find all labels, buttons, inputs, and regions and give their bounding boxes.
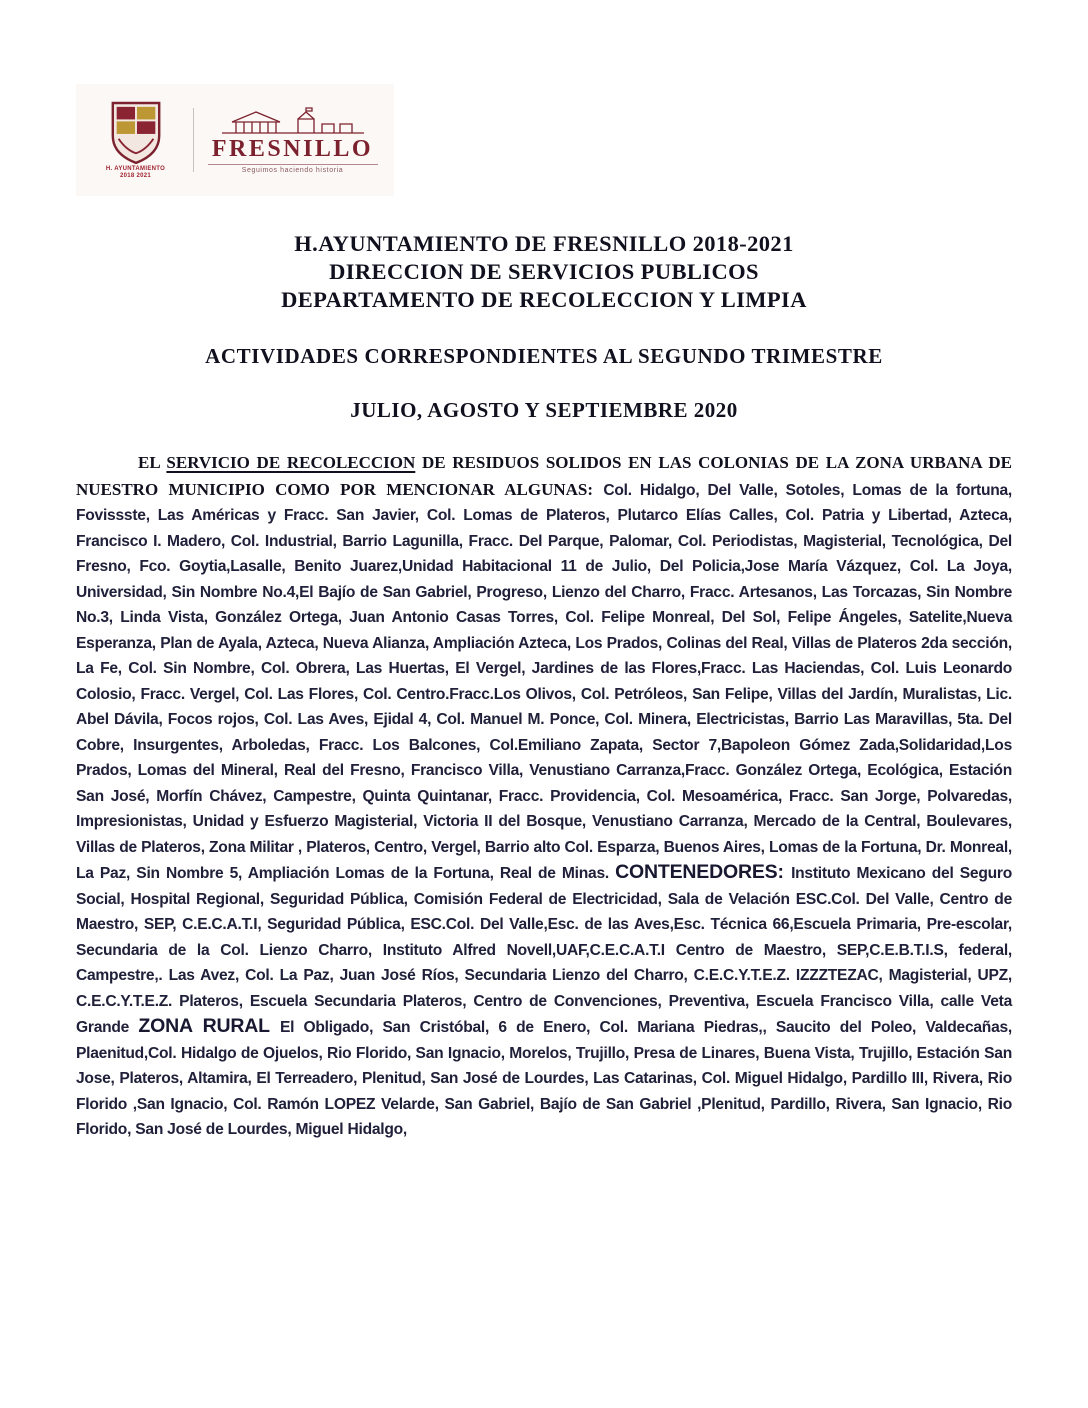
zona-rural-label: ZONA RURAL <box>138 1015 280 1037</box>
crest-caption-line1: H. AYUNTAMIENTO <box>105 166 166 172</box>
document-title-block <box>76 230 1012 314</box>
contenedores-label: CONTENEDORES: <box>615 861 792 883</box>
crest-caption-line2: 2018 2021 <box>119 173 152 179</box>
document-subtitle: ACTIVIDADES CORRESPONDIENTES AL SEGUNDO TRIMESTRE <box>205 344 883 368</box>
municipal-crest-logo <box>93 100 179 180</box>
contenedores-list: Instituto Mexicano del Seguro Social, Hospital Regional, Seguridad Pública, Comisión Federal de Electricidad, Sala de Velación ESC.Col. Del Valle, Centro de Maestro, SEP, C.E.C.A.T.I, Seguridad Pública, ESC.Col. Del Valle,Esc. de las Aves,Esc. Técnica 66,Escuela Primaria, Pre-escolar, Secundaria de la Col. Lienzo Charro, Instituto Alfred Novell,UAF,C.E.C.A.T.I Centro de Maestro, SEP,C.E.B.T.I.S, federal, Campestre,. Las Avez, Col. La Paz, Juan José Ríos, Secundaria Lienzo del Charro, C.E.C.Y.T.E.Z. IZZZTEZAC, Magisterial, UPZ, C.E.C.Y.T.E.Z. Plateros, Escuela Secundaria Plateros, Centro de Convenciones, Preventiva, Escuela Francisco Villa, calle Veta Grande <box>76 865 1012 1036</box>
logo-divider <box>193 108 194 172</box>
wordmark-tagline: Seguimos haciendo historia <box>208 164 378 174</box>
building-icon <box>218 107 368 135</box>
body-paragraph <box>76 450 1012 1143</box>
service-label-underlined: SERVICIO DE RECOLECCION <box>166 453 416 472</box>
crest-caption <box>106 166 165 180</box>
fresnillo-wordmark-logo <box>208 107 378 174</box>
zona-rural-list: El Obligado, San Cristóbal, 6 de Enero, Col. Mariana Piedras,, Saucito del Poleo, Valdecañas, Plaenitud,Col. Hidalgo de Ojuelos, Rio Florido, San Ignacio, Morelos, Trujillo, Presa de Linares, Buena Vista, Trujillo, Estación San Jose, Plateros, Altamira, El Terreadero, Plenitud, San José de Lourdes, Las Catarinas, Col. Miguel Hidalgo, Pardillo III, Rivera, Rio Florido ,San Ignacio, Col. Ramón LOPEZ Velarde, San Gabriel, Bajío de San Gabriel ,Plenitud, Pardillo, Rivera, San Ignacio, Rio Florido, San José de Lourdes, Miguel Hidalgo, <box>76 1019 1012 1138</box>
header-logo <box>76 84 394 196</box>
body-intro-rest: DE RESIDUOS SOLIDOS EN LAS COLONIAS DE LA ZONA URBANA DE NUESTRO MUNICIPIO COMO POR MENCIONAR ALGUNAS: <box>76 453 1012 499</box>
urban-colonias-list: Col. Hidalgo, Del Valle, Sotoles, Lomas de la fortuna, Fovissste, Las Américas y Fracc. San Javier, Col. Lomas de Plateros, Plutarco Elías Calles, Col. Patria y Libertad, Azteca, Francisco I. Madero, Col. Industrial, Barrio Lagunilla, Fracc. Del Parque, Palomar, Col. Periodistas, Magisterial, Tecnológica, Del Fresno, Fco. Goytia,Lasalle, Benito Juarez,Unidad Habitacional 11 de Julio, Del Policia,Jose María Vázquez, Col. La Joya, Universidad, Sin Nombre No.4,El Bajío de San Gabriel, Progreso, Lienzo del Charro, Fracc. Artesanos, Las Torcazas, Sin Nombre No.3, Linda Vista, González Ortega, Juan Antonio Casas Torres, Col. Felipe Monreal, Del Sol, Felipe Ángeles, Satelite,Nueva Esperanza, Plan de Ayala, Azteca, Nueva Alianza, Ampliación Azteca, Los Prados, Colinas del Real, Villas de Plateros 2da sección, La Fe, Col. Sin Nombre, Col. Obrera, Las Huertas, El Vergel, Jardines de las Flores,Fracc. Las Haciendas, Col. Luis Leonardo Colosio, Fracc. Vergel, Col. Las Flores, Col. Centro.Fracc.Los Olivos, Col. Petróleos, San Felipe, Villas del Jardín, Muralistas, Lic. Abel Dávila, Focos rojos, Col. Las Aves, Ejidal 4, Col. Manuel M. Ponce, Col. Minera, Electricistas, Barrio Las Maravillas, 5ta. Del Cobre, Insurgentes, Arboledas, Fracc. Los Balcones, Col.Emiliano Zapata, Sector 7,Bapoleon Gómez Zada,Solidaridad,Los Prados, Lomas del Mineral, Real del Fresno, Francisco Villa, Venustiano Carranza,Fracc. González Ortega, Ecológica, Estación San José, Morfín Chávez, Campestre, Quinta Quintanar, Fracc. Providencia, Col. Mesoamérica, Fracc. San Jorge, Polvaredas, Impresionistas, Unidad y Esfuerzo Magisterial, Victoria II del Bosque, Venustiano Carranza, Mercado de la Central, Boulevares, Villas de Plateros, Zona Militar , Plateros, Centro, Vergel, Barrio alto Col. Esparza, Buenos Aires, Lomas de la Fortuna, Dr. Monreal, La Paz, Sin Nombre 5, Ampliación Lomas de la Fortuna, Real de Minas. <box>76 481 1013 882</box>
wordmark-text: FRESNILLO <box>211 135 374 162</box>
body-lead-in: EL <box>138 453 167 472</box>
document-title-line-2: DIRECCION DE SERVICIOS PUBLICOS <box>329 259 759 284</box>
crest-shield-icon <box>107 100 165 164</box>
document-period: JULIO, AGOSTO Y SEPTIEMBRE 2020 <box>350 398 738 422</box>
document-title-line-1: H.AYUNTAMIENTO DE FRESNILLO 2018-2021 <box>294 231 794 256</box>
document-title-line-3: DEPARTAMENTO DE RECOLECCION Y LIMPIA <box>281 287 807 312</box>
